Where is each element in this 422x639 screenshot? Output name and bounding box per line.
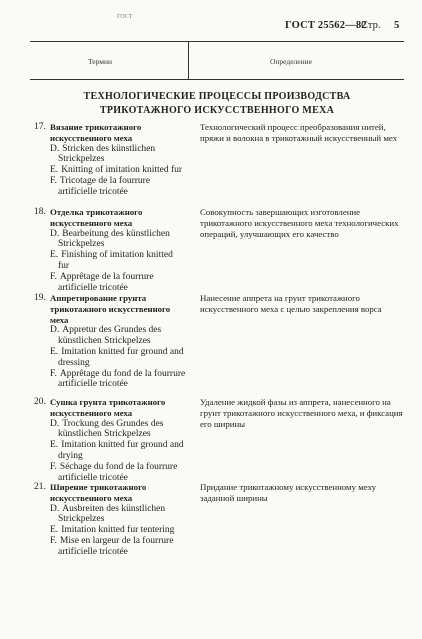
translation-english: E. Imitation knitted fur tentering	[50, 525, 175, 536]
section-title-line-2: ТРИКОТАЖНОГО ИСКУССТВЕННОГО МЕХА	[99, 105, 335, 116]
definition-17: Технологический процесс преобразования нитей, пряжи и волокна в трикотажный искусственный мех	[200, 122, 398, 143]
page-label: Стр.	[361, 20, 381, 31]
translation-french: F. Apprêtage du fond de la fourrure artificielle tricotée	[50, 368, 186, 390]
term-russian: Ширение трикотажного искусственного меха	[50, 482, 147, 503]
translation-german: D. Appretur des Grundes des künstlichen Strickpelzes	[50, 325, 162, 347]
term-russian: Вязание трикотажного искусственного меха	[50, 122, 142, 143]
term-entry-19	[34, 293, 186, 390]
term-russian: Отделка трикотажного искусственного меха	[50, 207, 143, 228]
translation-german: D. Stricken des künstlichen Strickpelzes	[50, 143, 156, 165]
term-russian: Аппретирование грунта трикотажного искусственного меха	[50, 293, 171, 325]
term-number: 19.	[34, 293, 46, 303]
table-top-rule	[30, 41, 404, 42]
page-number: 5	[394, 20, 400, 31]
translation-english: E. Knitting of imitation knitted fur	[50, 165, 183, 176]
definition-18: Совокупность завершающих изготовление трикотажного искусственного меха технологических операций, улучшающих его качество	[200, 207, 399, 239]
definition-19: Нанесение аппрета на грунт трикотажного искусственного меха с целью закрепления ворса	[200, 293, 382, 314]
printer-mark: ГОСТ	[117, 14, 133, 20]
translation-german: D. Trockung des Grundes des künstlichen Strickpelzes	[50, 418, 164, 440]
term-number: 18.	[34, 207, 46, 217]
section-title-line-1: ТЕХНОЛОГИЧЕСКИЕ ПРОЦЕССЫ ПРОИЗВОДСТВА	[83, 91, 351, 102]
column-header-definition: Определение	[270, 57, 312, 66]
term-number: 20.	[34, 397, 46, 407]
term-number: 21.	[34, 482, 46, 492]
term-entry-17	[34, 122, 186, 198]
section-title	[30, 90, 404, 118]
translation-english: E. Finishing of imitation knitted fur	[50, 250, 173, 271]
translation-french: F. Mise en largeur de la fourrure artificielle tricotée	[50, 535, 174, 557]
translation-english: E. Imitation knitted fur ground and drying	[50, 440, 184, 461]
term-entry-21	[34, 482, 186, 558]
term-entry-18	[34, 207, 186, 293]
translation-french: F. Apprêtage de la fourrure artificielle tricotée	[50, 271, 154, 293]
translation-german: D. Bearbeitung des künstlichen Strickpelzes	[50, 228, 170, 250]
definition-20: Удаление жидкой фазы из аппрета, нанесенного на грунт трикотажного искусственного меха, и фиксация его ширины	[200, 397, 403, 429]
term-russian: Сушка грунта трикотажного искусственного меха	[50, 397, 166, 418]
term-entry-20	[34, 397, 186, 483]
translation-french: F. Séchage du fond de la fourrure artificielle tricotée	[50, 461, 178, 483]
translation-german: D. Ausbreiten des künstlichen Strickpelzes	[50, 503, 166, 525]
table-header-rule	[30, 79, 404, 80]
term-number: 17.	[34, 122, 46, 132]
translation-french: F. Tricotage de la fourrure artificielle tricotée	[50, 175, 151, 197]
definition-21: Придание трикотажному искусственному меху заданной ширины	[200, 482, 377, 503]
translation-english: E. Imitation knitted fur ground and dressing	[50, 346, 184, 368]
standard-number: ГОСТ 25562—82	[285, 20, 367, 31]
column-divider	[188, 41, 189, 79]
column-header-term: Термин	[88, 57, 113, 66]
